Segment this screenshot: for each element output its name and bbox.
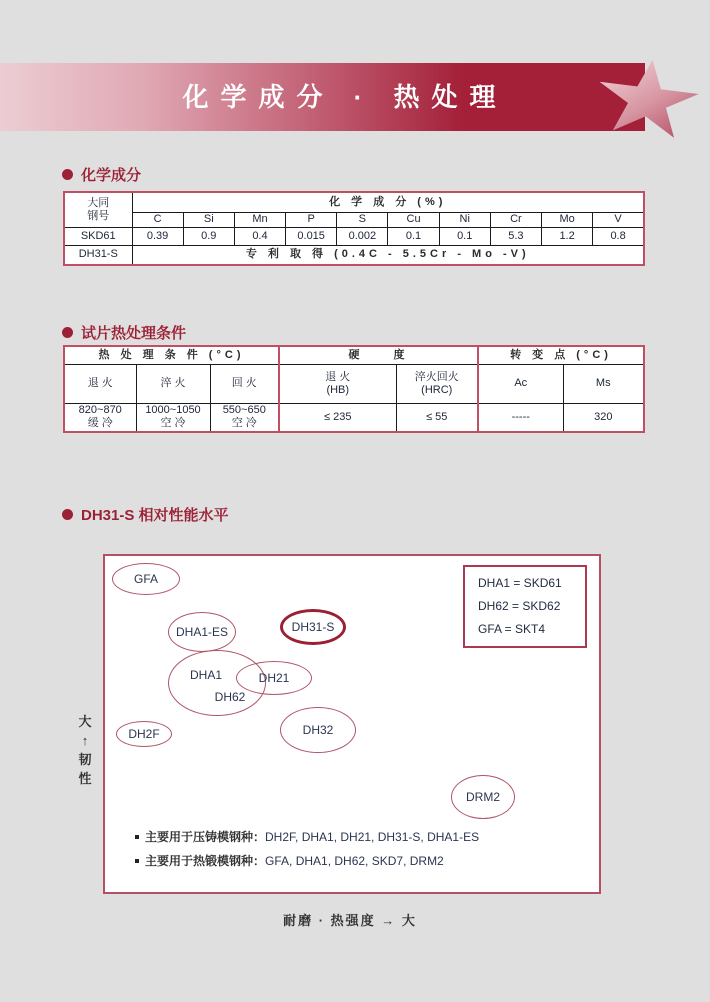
data-cell: ≤ 55 <box>396 403 478 432</box>
sub-header-cell: Ac <box>478 364 563 403</box>
ellipse-dh21: DH21 <box>236 661 312 695</box>
group-header-cell: 转 变 点 (°C) <box>478 346 644 364</box>
legend-line: DHA1 = SKD61 <box>478 576 562 590</box>
steel-grade-legend <box>463 565 587 648</box>
group-header-cell: 化 学 成 分 (%) <box>132 192 644 212</box>
section-header-chemical-composition <box>62 164 141 185</box>
data-cell: 550~650 空 冷 <box>210 403 279 432</box>
ellipse-dh32: DH32 <box>280 707 356 753</box>
label-dh62: DH62 <box>214 690 246 704</box>
element-header-cell: S <box>337 212 388 227</box>
note-label: 主要用于压铸模钢种： <box>145 830 266 844</box>
value-cell: 0.39 <box>132 227 183 245</box>
bullet-icon <box>135 835 139 839</box>
value-cell: 0.9 <box>183 227 234 245</box>
y-axis-char: 韧 <box>78 752 92 767</box>
value-cell: 0.002 <box>337 227 388 245</box>
ellipse-dh31s: DH31-S <box>280 609 346 645</box>
section-bullet-icon <box>62 509 73 520</box>
element-header-cell: Cu <box>388 212 439 227</box>
value-cell: 5.3 <box>490 227 541 245</box>
value-cell: 0.4 <box>234 227 285 245</box>
note-die-casting <box>135 828 479 845</box>
value-cell: 0.015 <box>286 227 337 245</box>
sub-header-cell: 淬火回火 (HRC) <box>396 364 478 403</box>
ellipse-dha1-es: DHA1-ES <box>168 612 236 652</box>
data-cell: ≤ 235 <box>279 403 396 432</box>
chemical-composition-table <box>63 191 645 266</box>
section-title: DH31-S 相对性能水平 <box>81 507 229 524</box>
value-cell: 1.2 <box>542 227 593 245</box>
element-header-cell: Mn <box>234 212 285 227</box>
note-items: GFA, DHA1, DH62, SKD7, DRM2 <box>265 854 444 868</box>
ellipse-drm2: DRM2 <box>451 775 515 819</box>
legend-line: GFA = SKT4 <box>478 622 546 636</box>
corner-header-cell <box>64 192 132 227</box>
ellipse-dh2f: DH2F <box>116 721 172 747</box>
group-header-cell: 热 处 理 条 件 (°C) <box>64 346 279 364</box>
star-icon <box>594 52 703 142</box>
sub-header-cell: Ms <box>563 364 644 403</box>
value-cell: 0.1 <box>439 227 490 245</box>
sub-header-cell: 回 火 <box>210 364 279 403</box>
data-cell: ----- <box>478 403 563 432</box>
sub-header-cell: 退 火 (HB) <box>279 364 396 403</box>
element-header-cell: Ni <box>439 212 490 227</box>
section-header-heat-treatment <box>62 322 186 343</box>
sub-header-cell: 退 火 <box>64 364 136 403</box>
bullet-icon <box>135 859 139 863</box>
element-header-cell: C <box>132 212 183 227</box>
data-cell: 820~870 缓 冷 <box>64 403 136 432</box>
up-arrow-icon: ↑ <box>81 733 89 748</box>
element-header-cell: Si <box>183 212 234 227</box>
ellipse-gfa: GFA <box>112 563 180 595</box>
grade-cell: DH31-S <box>64 245 132 265</box>
y-axis-char: 大 <box>78 714 92 729</box>
element-header-cell: Mo <box>542 212 593 227</box>
note-hot-forging <box>135 852 444 869</box>
group-header-cell: 硬 度 <box>279 346 478 364</box>
section-title: 化学成分 <box>81 167 142 184</box>
section-title: 试片热处理条件 <box>81 325 187 342</box>
note-items: DH2F, DHA1, DH21, DH31-S, DHA1-ES <box>265 830 480 844</box>
element-header-cell: P <box>286 212 337 227</box>
y-axis-char: 性 <box>78 771 92 786</box>
performance-chart <box>103 554 601 894</box>
data-cell: 1000~1050 空 冷 <box>136 403 210 432</box>
label-dha1: DHA1 <box>189 668 223 682</box>
y-axis-label <box>76 712 94 788</box>
legend-line: DH62 = SKD62 <box>478 599 561 613</box>
data-cell: 320 <box>563 403 644 432</box>
heat-treatment-table <box>63 345 645 433</box>
x-axis-label: 耐磨 · 热强度 → 大 <box>283 913 417 928</box>
corner-line2: 钢号 <box>87 209 110 222</box>
value-cell: 0.1 <box>388 227 439 245</box>
sub-header-cell: 淬 火 <box>136 364 210 403</box>
patent-cell: 专 利 取 得 (0.4C - 5.5Cr - Mo -V) <box>132 245 644 265</box>
page-title: 化学成分 · 热处理 <box>182 82 508 112</box>
section-header-relative-performance <box>62 504 229 525</box>
note-label: 主要用于热锻模钢种： <box>145 854 266 868</box>
corner-line1: 大同 <box>87 196 110 209</box>
section-bullet-icon <box>62 169 73 180</box>
element-header-cell: Cr <box>490 212 541 227</box>
value-cell: 0.8 <box>593 227 644 245</box>
grade-cell: SKD61 <box>64 227 132 245</box>
section-bullet-icon <box>62 327 73 338</box>
element-header-cell: V <box>593 212 644 227</box>
